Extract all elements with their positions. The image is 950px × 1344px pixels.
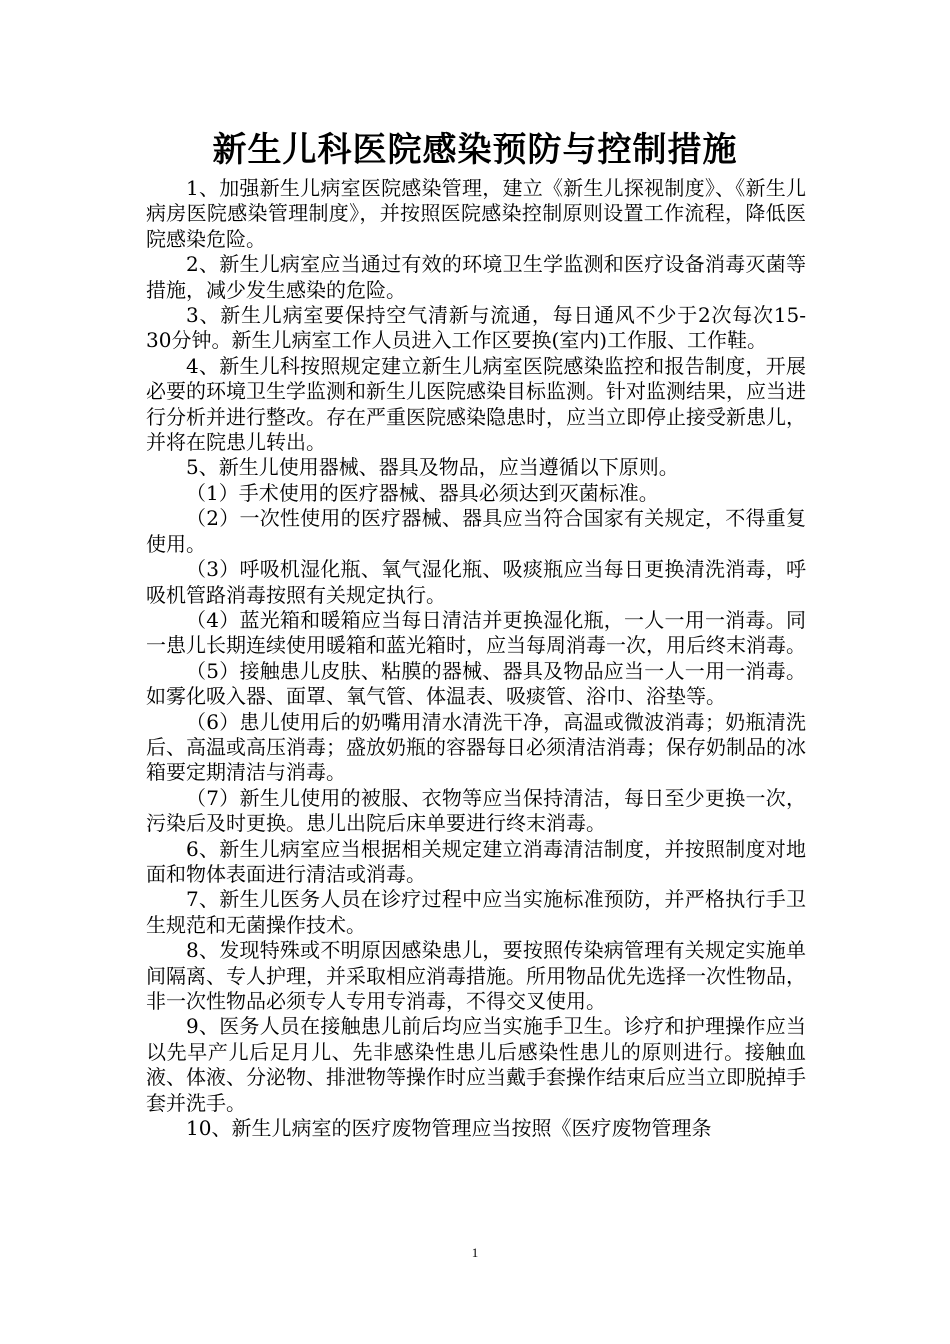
sub-item-7: （7）新生儿使用的被服、衣物等应当保持清洁，每日至少更换一次，污染后及时更换。患儿出院后床单要进行终末消毒。 bbox=[146, 785, 806, 836]
paragraph-7: 7、新生儿医务人员在诊疗过程中应当实施标准预防，并严格执行手卫生规范和无菌操作技术。 bbox=[146, 887, 806, 937]
sub-item-6: （6）患儿使用后的奶嘴用清水清洗干净，高温或微波消毒；奶瓶清洗后、高温或高压消毒；盛放奶瓶的容器每日必须清洁消毒；保存奶制品的冰箱要定期清洁与消毒。 bbox=[146, 709, 806, 785]
paragraph-9: 9、医务人员在接触患儿前后均应当实施手卫生。诊疗和护理操作应当以先早产儿后足月儿、先非感染性患儿后感染性患儿的原则进行。接触血液、体液、分泌物、排泄物等操作时应当戴手套操作结束后应当立即脱掉手套并洗手。 bbox=[146, 1014, 806, 1115]
document-body bbox=[146, 176, 806, 1141]
paragraph-10: 10、新生儿病室的医疗废物管理应当按照《医疗废物管理条 bbox=[186, 1116, 712, 1141]
paragraph-4: 4、新生儿科按照规定建立新生儿病室医院感染监控和报告制度，开展必要的环境卫生学监测和新生儿医院感染目标监测。针对监测结果，应当进行分析并进行整改。存在严重医院感染隐患时，应当立即停止接受新患儿，并将在院患儿转出。 bbox=[146, 353, 806, 455]
paragraph-3: 3、新生儿病室要保持空气清新与流通，每日通风不少于2次每次15-30分钟。新生儿病室工作人员进入工作区要换(室内)工作服、工作鞋。 bbox=[146, 303, 806, 353]
paragraph-5: 5、新生儿使用器械、器具及物品，应当遵循以下原则。 bbox=[186, 455, 679, 480]
paragraph-1: 1、加强新生儿病室医院感染管理，建立《新生儿探视制度》、《新生儿病房医院感染管理制度》，并按照医院感染控制原则设置工作流程，降低医院感染危险。 bbox=[146, 176, 806, 251]
paragraph-6: 6、新生儿病室应当根据相关规定建立消毒清洁制度，并按照制度对地面和物体表面进行清洁或消毒。 bbox=[146, 836, 806, 886]
sub-item-4: （4）蓝光箱和暖箱应当每日清洁并更换湿化瓶，一人一用一消毒。同一患儿长期连续使用暖箱和蓝光箱时，应当每周消毒一次，用后终末消毒。 bbox=[146, 607, 806, 658]
sub-item-5: （5）接触患儿皮肤、粘膜的器械、器具及物品应当一人一用一消毒。如雾化吸入器、面罩、氧气管、体温表、吸痰管、浴巾、浴垫等。 bbox=[146, 658, 806, 709]
document-title: 新生儿科医院感染预防与控制措施 bbox=[212, 130, 738, 170]
sub-item-3: （3）呼吸机湿化瓶、氧气湿化瓶、吸痰瓶应当每日更换清洗消毒，呼吸机管路消毒按照有关规定执行。 bbox=[146, 557, 806, 607]
sub-item-2: （2）一次性使用的医疗器械、器具应当符合国家有关规定，不得重复使用。 bbox=[146, 506, 806, 556]
paragraph-2: 2、新生儿病室应当通过有效的环境卫生学监测和医疗设备消毒灭菌等措施，减少发生感染的危险。 bbox=[146, 252, 806, 302]
paragraph-8: 8、发现特殊或不明原因感染患儿，要按照传染病管理有关规定实施单间隔离、专人护理，并采取相应消毒措施。所用物品优先选择一次性物品，非一次性物品必须专人专用专消毒，不得交叉使用。 bbox=[146, 938, 806, 1013]
page-number: 1 bbox=[471, 1245, 479, 1260]
sub-item-1: （1）手术使用的医疗器械、器具必须达到灭菌标准。 bbox=[186, 480, 659, 505]
